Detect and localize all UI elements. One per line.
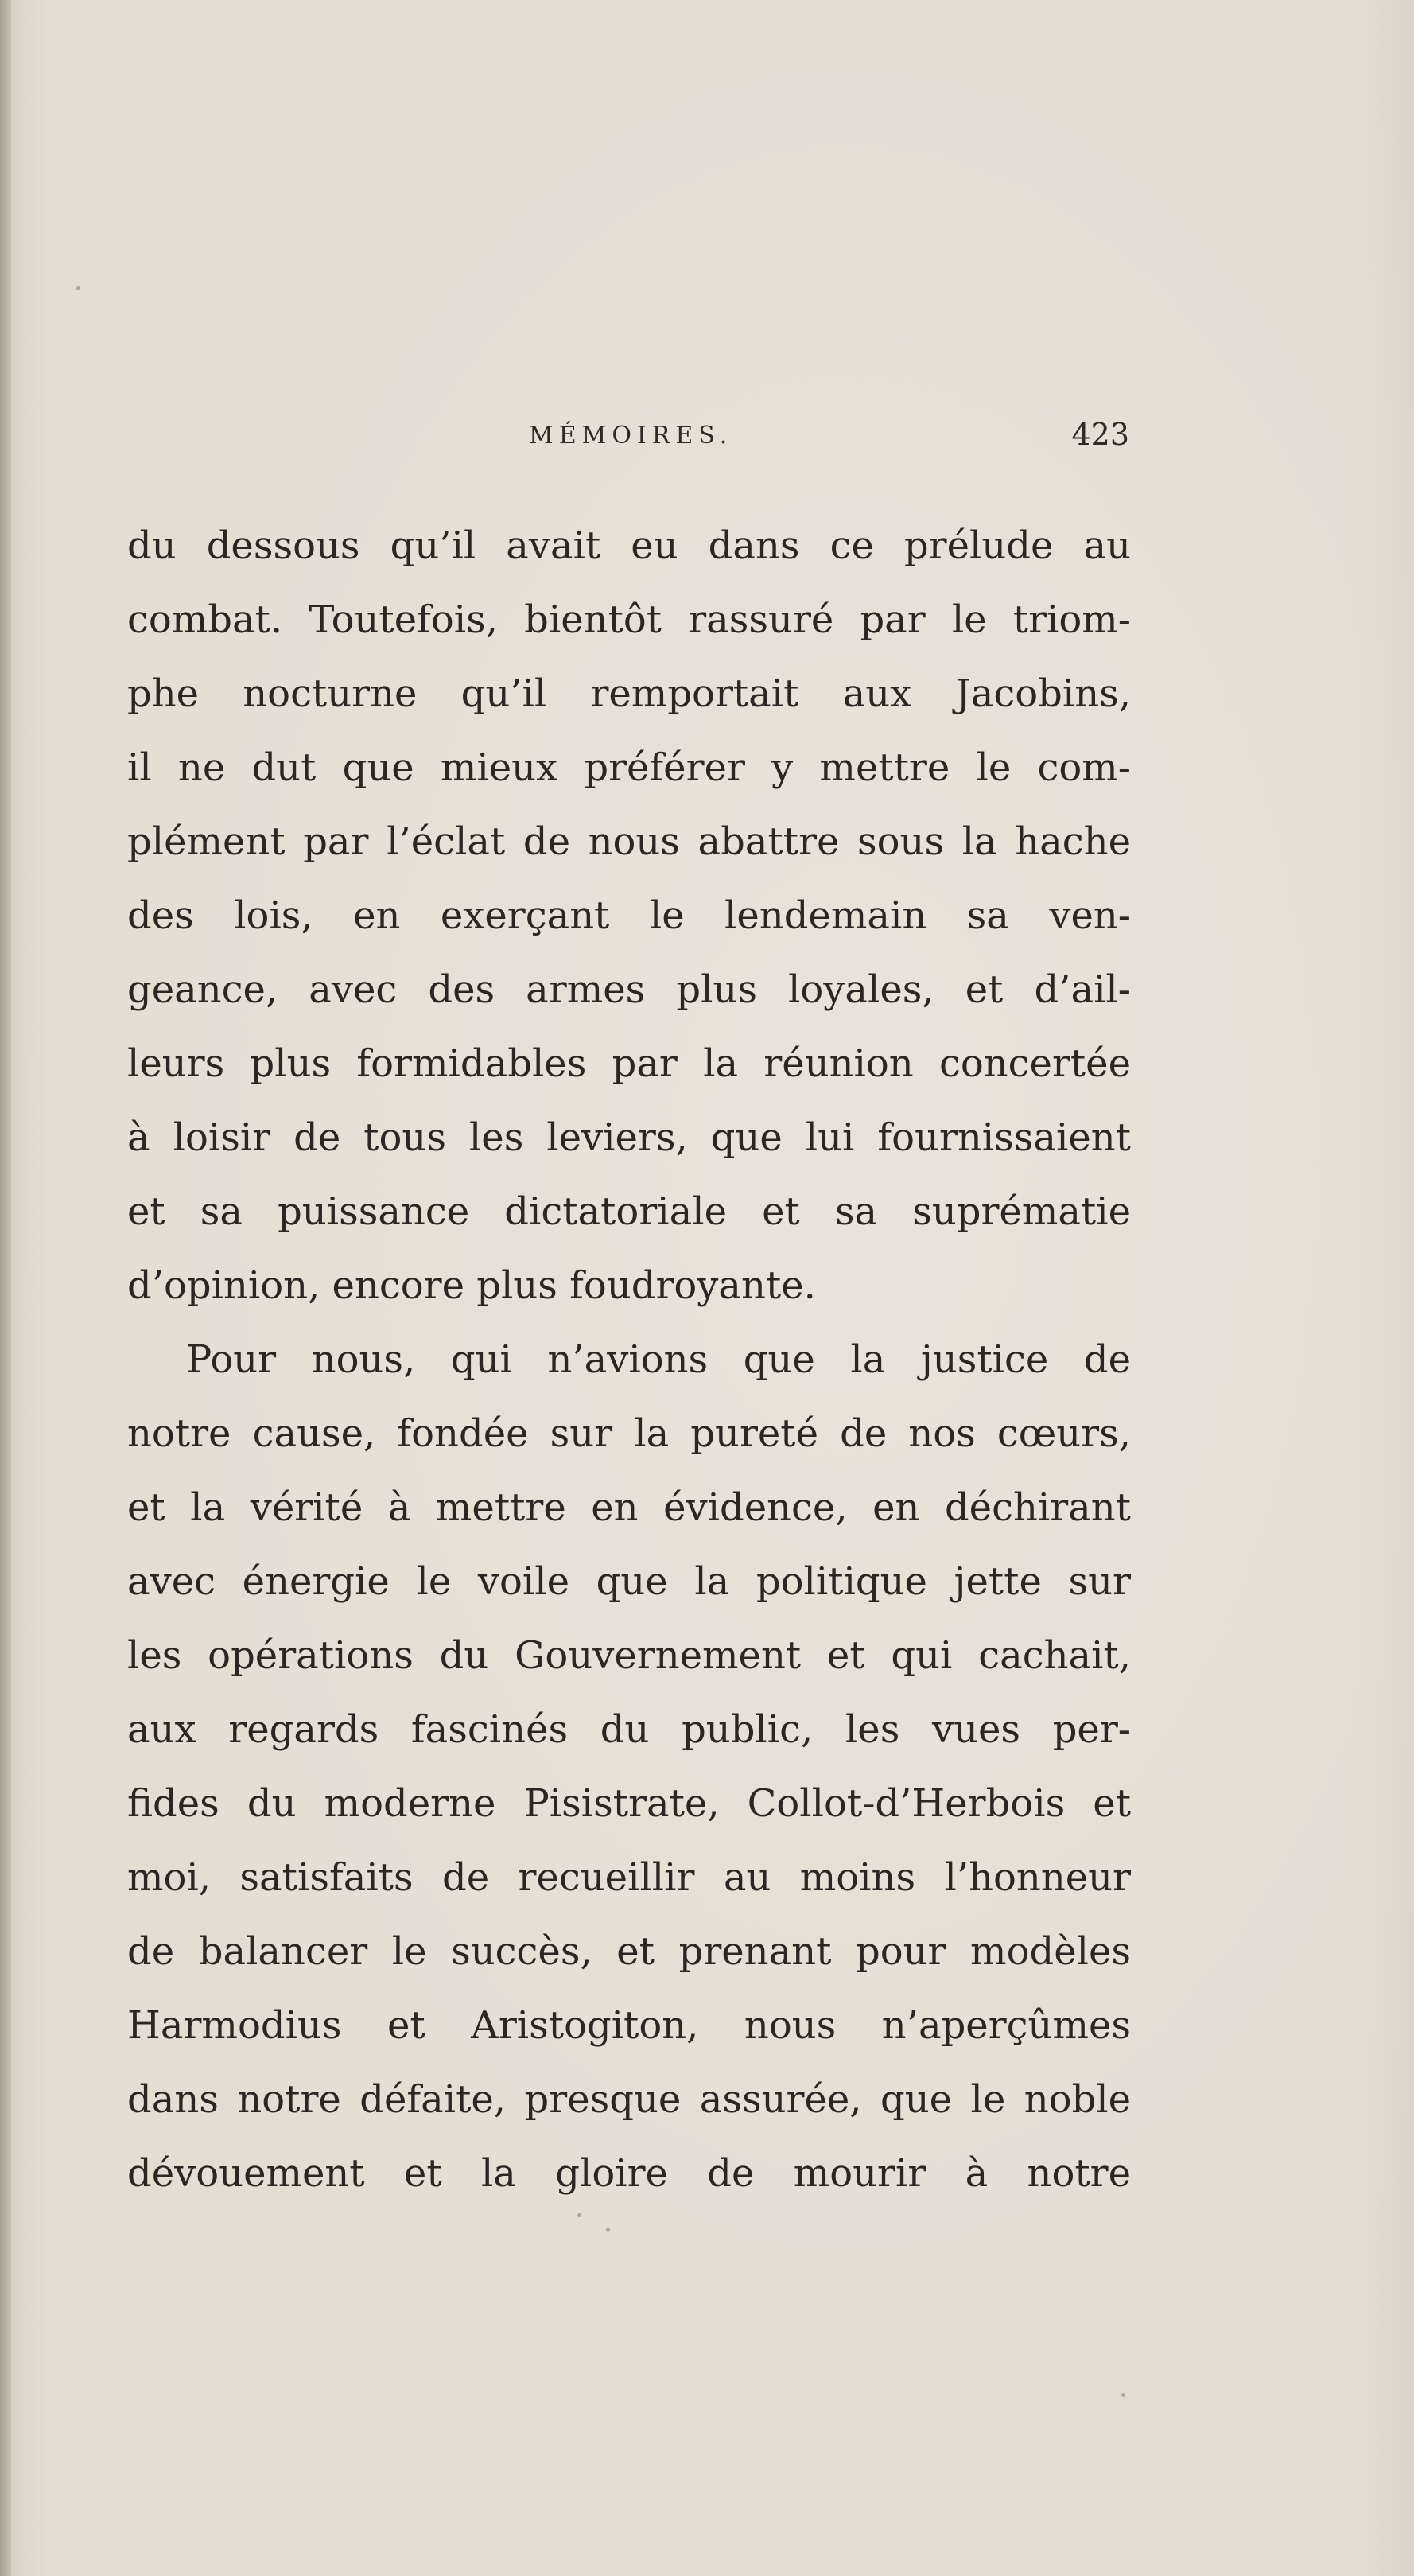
- body-text: [127, 509, 1131, 2211]
- paragraph-last-line: d’opinion, encore plus foudroyante.: [127, 1263, 816, 1308]
- text-line: avec énergie le voile que la politique jette sur: [127, 1559, 1131, 1604]
- text-line: fides du moderne Pisistrate, Collot-d’Herbois et: [127, 1781, 1131, 1826]
- text-line: du dessous qu’il avait eu dans ce prélude au: [127, 523, 1131, 568]
- paper-speck: [76, 286, 80, 290]
- text-line: dévouement et la gloire de mourir à notre: [127, 2151, 1131, 2196]
- text-line: et la vérité à mettre en évidence, en déchirant: [127, 1485, 1131, 1530]
- text-line: moi, satisfaits de recueillir au moins l’honneur: [127, 1855, 1131, 1900]
- paper-speck: [1121, 2393, 1125, 2397]
- page-number: 423: [1071, 417, 1129, 452]
- text-line: il ne dut que mieux préférer y mettre le com-: [127, 745, 1131, 790]
- text-line: des lois, en exerçant le lendemain sa ven-: [127, 893, 1131, 938]
- text-line: dans notre défaite, presque assurée, que le noble: [127, 2077, 1131, 2122]
- paper-speck: [577, 2213, 581, 2217]
- text-line: Harmodius et Aristogiton, nous n’aperçûmes: [127, 2003, 1131, 2048]
- page-gutter-shadow: [0, 0, 11, 2576]
- text-line: et sa puissance dictatoriale et sa suprématie: [127, 1189, 1131, 1234]
- text-line: aux regards fascinés du public, les vues per-: [127, 1707, 1131, 1752]
- text-line: geance, avec des armes plus loyales, et d’ail-: [127, 967, 1131, 1012]
- text-line: phe nocturne qu’il remportait aux Jacobins,: [127, 671, 1131, 716]
- paragraph-first-line: Pour nous, qui n’avions que la justice de: [186, 1337, 1131, 1382]
- running-head: MÉMOIRES.: [529, 422, 733, 449]
- page-header: [127, 417, 1129, 469]
- text-line: notre cause, fondée sur la pureté de nos cœurs,: [127, 1411, 1131, 1456]
- text-line: les opérations du Gouvernement et qui cachait,: [127, 1633, 1131, 1678]
- text-line: combat. Toutefois, bientôt rassuré par le triom-: [127, 597, 1131, 642]
- text-line: de balancer le succès, et prenant pour modèles: [127, 1929, 1131, 1974]
- text-line: leurs plus formidables par la réunion concertée: [127, 1041, 1131, 1086]
- text-line: à loisir de tous les leviers, que lui fournissaient: [127, 1115, 1131, 1160]
- paper-speck: [606, 2228, 610, 2232]
- text-line: plément par l’éclat de nous abattre sous la hache: [127, 819, 1131, 864]
